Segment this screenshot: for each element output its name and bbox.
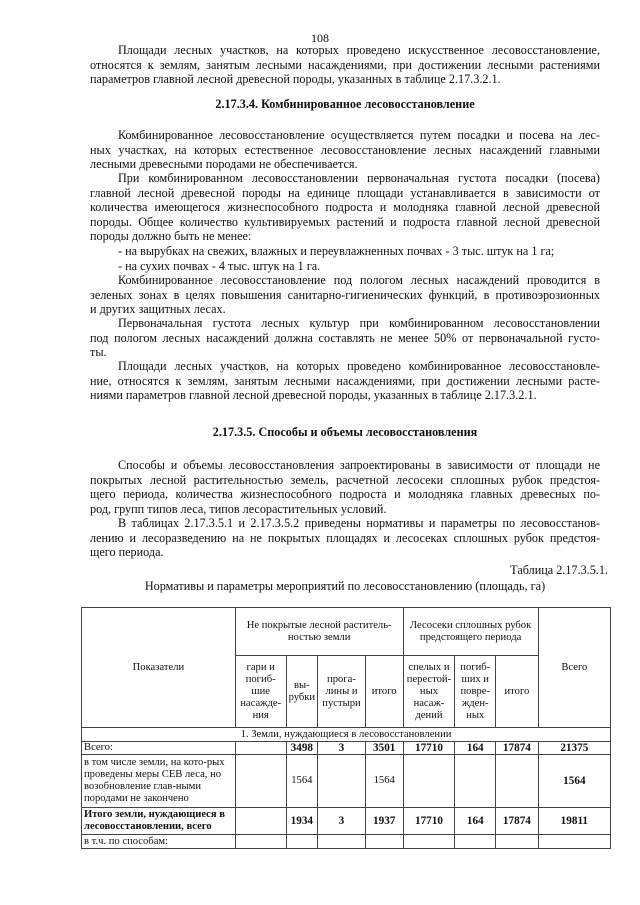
page-number: 108 xyxy=(311,31,329,45)
table-row xyxy=(82,742,611,755)
text-line: зеленых зонах в целях повышения санитарно-гигиенических функций, в противоэрозионных xyxy=(90,287,600,302)
text-line: - на сухих почвах - 4 тыс. штук на 1 га. xyxy=(118,258,321,273)
subheader-cell: гари и погиб-шие насажде-ния xyxy=(235,656,286,728)
section-heading: 2.17.3.4. Комбинированное лесовосстановление xyxy=(215,97,475,111)
table-cell: 164 xyxy=(455,808,496,835)
text-line: относятся к землям, занятым лесными насаждениями, при достижении лесными растениями xyxy=(90,57,600,72)
subheader-cell: прога-лины и пустыри xyxy=(318,656,366,728)
text-line: В таблицах 2.17.3.5.1 и 2.17.3.5.2 приведены нормативы и параметры по лесовосстанов- xyxy=(118,516,600,530)
table-cell: 19811 xyxy=(538,808,610,835)
table-row xyxy=(82,808,611,835)
text-line: ние, относятся к землям, занятым лесными насаждениями, при достижении лесными расте- xyxy=(90,373,600,388)
header-total: Всего xyxy=(538,608,610,728)
table-cell xyxy=(455,835,496,849)
table-cell xyxy=(235,742,286,755)
table-cell: 3 xyxy=(318,808,366,835)
paragraph xyxy=(90,128,600,172)
row-label: в т.ч. по способам: xyxy=(82,835,236,849)
table-cell xyxy=(496,755,539,808)
row-label: Всего: xyxy=(82,742,236,755)
table-cell xyxy=(318,835,366,849)
table-cell: 3498 xyxy=(286,742,318,755)
paragraph xyxy=(90,273,600,317)
text-line: род, групп типов леса, типов лесорастительных условий. xyxy=(90,501,387,516)
table-row xyxy=(82,755,611,808)
list xyxy=(90,244,600,273)
subheader-cell: спелых и перестой-ных насаж-дений xyxy=(403,656,455,728)
text-line: ты. xyxy=(90,345,107,359)
table-cell: 1934 xyxy=(286,808,318,835)
paragraph xyxy=(90,458,600,516)
table-cell: 1564 xyxy=(286,755,318,808)
text-line: породы. Общее количество культивируемых растений и подроста главной лесной древесной xyxy=(90,214,600,229)
norms-table xyxy=(81,607,611,849)
text-line: Комбинированное лесовосстановление под пологом лесных насаждений проводится в xyxy=(118,273,600,287)
text-line: лесными древесными породами не обеспечивается. xyxy=(90,157,358,171)
table-cell xyxy=(235,835,286,849)
table-cell xyxy=(365,835,403,849)
paragraph xyxy=(90,359,600,403)
subheader-cell: итого xyxy=(365,656,403,728)
table-caption: Нормативы и параметры мероприятий по лесовосстановлению (площадь, га) xyxy=(144,579,546,593)
table-cell: 3 xyxy=(318,742,366,755)
table-cell xyxy=(286,835,318,849)
text-line: Первоначальная густота лесных культур при комбинированном лесовосстановлении xyxy=(118,316,600,330)
table-cell: 17710 xyxy=(403,742,455,755)
subheader-cell: вы-рубки xyxy=(286,656,318,728)
text-line: - на вырубках на свежих, влажных и переувлажненных почвах - 3 тыс. штук на 1 га; xyxy=(118,244,555,258)
table-cell xyxy=(235,755,286,808)
section-heading: 2.17.3.5. Способы и объемы лесовосстановления xyxy=(212,425,478,439)
table-row xyxy=(82,835,611,849)
table-cell: 17874 xyxy=(496,808,539,835)
header-indicators: Показатели xyxy=(82,608,236,728)
text-line: породы должно быть не менее: xyxy=(90,229,252,243)
table-cell xyxy=(496,835,539,849)
table-label: Таблица 2.17.3.5.1. xyxy=(510,563,608,577)
table-cell xyxy=(538,835,610,849)
header-group-cutting: Лесосеки сплошных рубок предстоящего периода xyxy=(403,608,538,656)
table-cell: 1564 xyxy=(365,755,403,808)
table-cell: 3501 xyxy=(365,742,403,755)
text-line: При комбинированном лесовосстановлении первоначальная густота посадки (посева) xyxy=(118,171,600,185)
paragraph xyxy=(90,171,600,244)
text-line: Способы и объемы лесовосстановления запроектированы в зависимости от площади не xyxy=(118,458,600,472)
table-cell xyxy=(318,755,366,808)
text-line: параметров главной лесной древесной породы, указанных в таблице 2.17.3.2.1. xyxy=(90,72,501,86)
table-cell: 21375 xyxy=(538,742,610,755)
text-line: Площади лесных участков, на которых проведено искусственное лесовосстановление, xyxy=(118,43,600,57)
text-line: и других защитных лесах. xyxy=(90,302,226,316)
table-cell xyxy=(403,755,455,808)
table-cell xyxy=(455,755,496,808)
text-line: щего периода, количества жизнеспособного подроста и молодняка главных древесных по- xyxy=(90,487,600,501)
table-cell: 164 xyxy=(455,742,496,755)
table-cell xyxy=(235,808,286,835)
table-cell: 1937 xyxy=(365,808,403,835)
text-line: щего периода. xyxy=(90,545,164,559)
text-line: Площади лесных участков, на которых проведено комбинированное лесовосстановле- xyxy=(118,359,600,373)
text-line: Комбинированное лесовосстановление осуществляется путем посадки и посева на лес- xyxy=(118,128,600,142)
section-row: 1. Земли, нуждающиеся в лесовосстановлении xyxy=(82,728,611,742)
text-line: ных участках, на которых естественное лесовосстановление лесных насаждений главными xyxy=(90,142,600,157)
text-line: количества имеющегося жизнеспособного подроста и молодняка главной лесной древесной xyxy=(90,200,600,214)
text-line: ниями параметров главной лесной древесной породы, указанных в таблице 2.17.3.2.1. xyxy=(90,388,537,402)
table-cell: 1564 xyxy=(538,755,610,808)
subheader-cell: итого xyxy=(496,656,539,728)
table-cell: 17874 xyxy=(496,742,539,755)
text-line: главной лесной древесной породы на единице площади устанавливается в зависимости от xyxy=(90,185,600,200)
text-line: лению и лесоразведению на не покрытых площадях и лесосеках сплошных рубок предстоя- xyxy=(90,530,600,545)
paragraph xyxy=(90,516,600,560)
paragraph xyxy=(90,43,600,87)
header-group-uncovered: Не покрытые лесной раститель-ностью земли xyxy=(235,608,403,656)
text-line: под пологом лесных насаждений должна составлять не менее 50% от первоначальной густо- xyxy=(90,330,600,345)
subheader-cell: погиб-ших и повре-жден-ных xyxy=(455,656,496,728)
table-cell: 17710 xyxy=(403,808,455,835)
table-cell xyxy=(403,835,455,849)
paragraph xyxy=(90,316,600,360)
text-line: покрытых лесной растительностью земель, расчетной лесосеки сплошных рубок предстоя- xyxy=(90,472,600,487)
row-label: в том числе земли, на кото-рых проведены меры СЕВ леса, но возобновление глав-ными породами не закончено xyxy=(82,755,236,808)
row-label: Итого земли, нуждающиеся в лесовосстановлении, всего xyxy=(82,808,236,835)
